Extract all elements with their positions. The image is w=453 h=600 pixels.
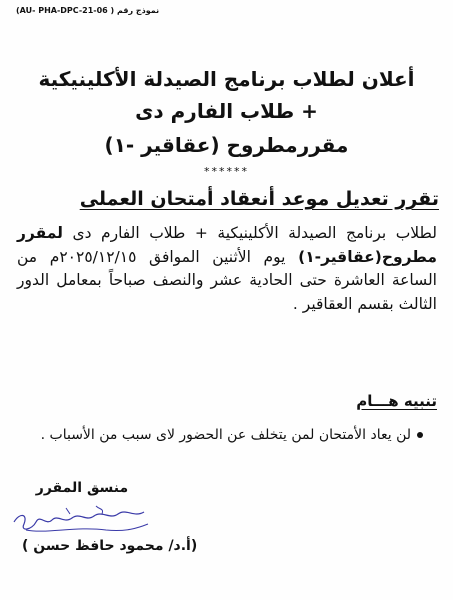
stars-separator: ****** [204,165,249,178]
signature-scribble [6,500,156,540]
announcement-body [17,222,437,316]
form-number-label: نموذج رقم [116,6,160,15]
notice-item-text: لن يعاد الأمتحان لمن يتخلف عن الحضور لاى سبب من الأسباب . [40,427,411,443]
announcement-heading: تقرر تعديل موعد أنعقاد أمتحان العملى [79,188,439,210]
form-code: (AU- PHA-DPC-21-06 ) [16,6,115,15]
coordinator-title: منسق المقرر [35,480,129,496]
coordinator-name: (أ.د/ محمود حافظ حسن ) [22,538,198,554]
body-text-1: لطلاب برنامج الصيدلة الأكلينيكية + طلاب الفارم دى [62,224,437,242]
body-text-2: يوم الأثنين الموافق ٢٠٢٥/١٢/١٥م من الساعة العاشرة حتى الحادية عشر والنصف صباحاً بمعامل الدور الثالث بقسم العقاقير . [17,247,437,313]
bullet-icon [417,432,423,438]
notice-title: تنبيه هـــام [356,392,437,410]
title-line-1: أعلان لطلاب برنامج الصيدلة الأكلينيكية [38,67,415,91]
course-name: لمقرر مطروح(عقاقير-١) [17,224,437,266]
title-line-2: + طلاب الفارم دى [135,99,318,123]
title-line-3: مقررمطروح (عقاقير -١) [104,133,349,157]
form-number [16,6,159,15]
notice-list [18,424,423,446]
list-item [18,424,423,446]
